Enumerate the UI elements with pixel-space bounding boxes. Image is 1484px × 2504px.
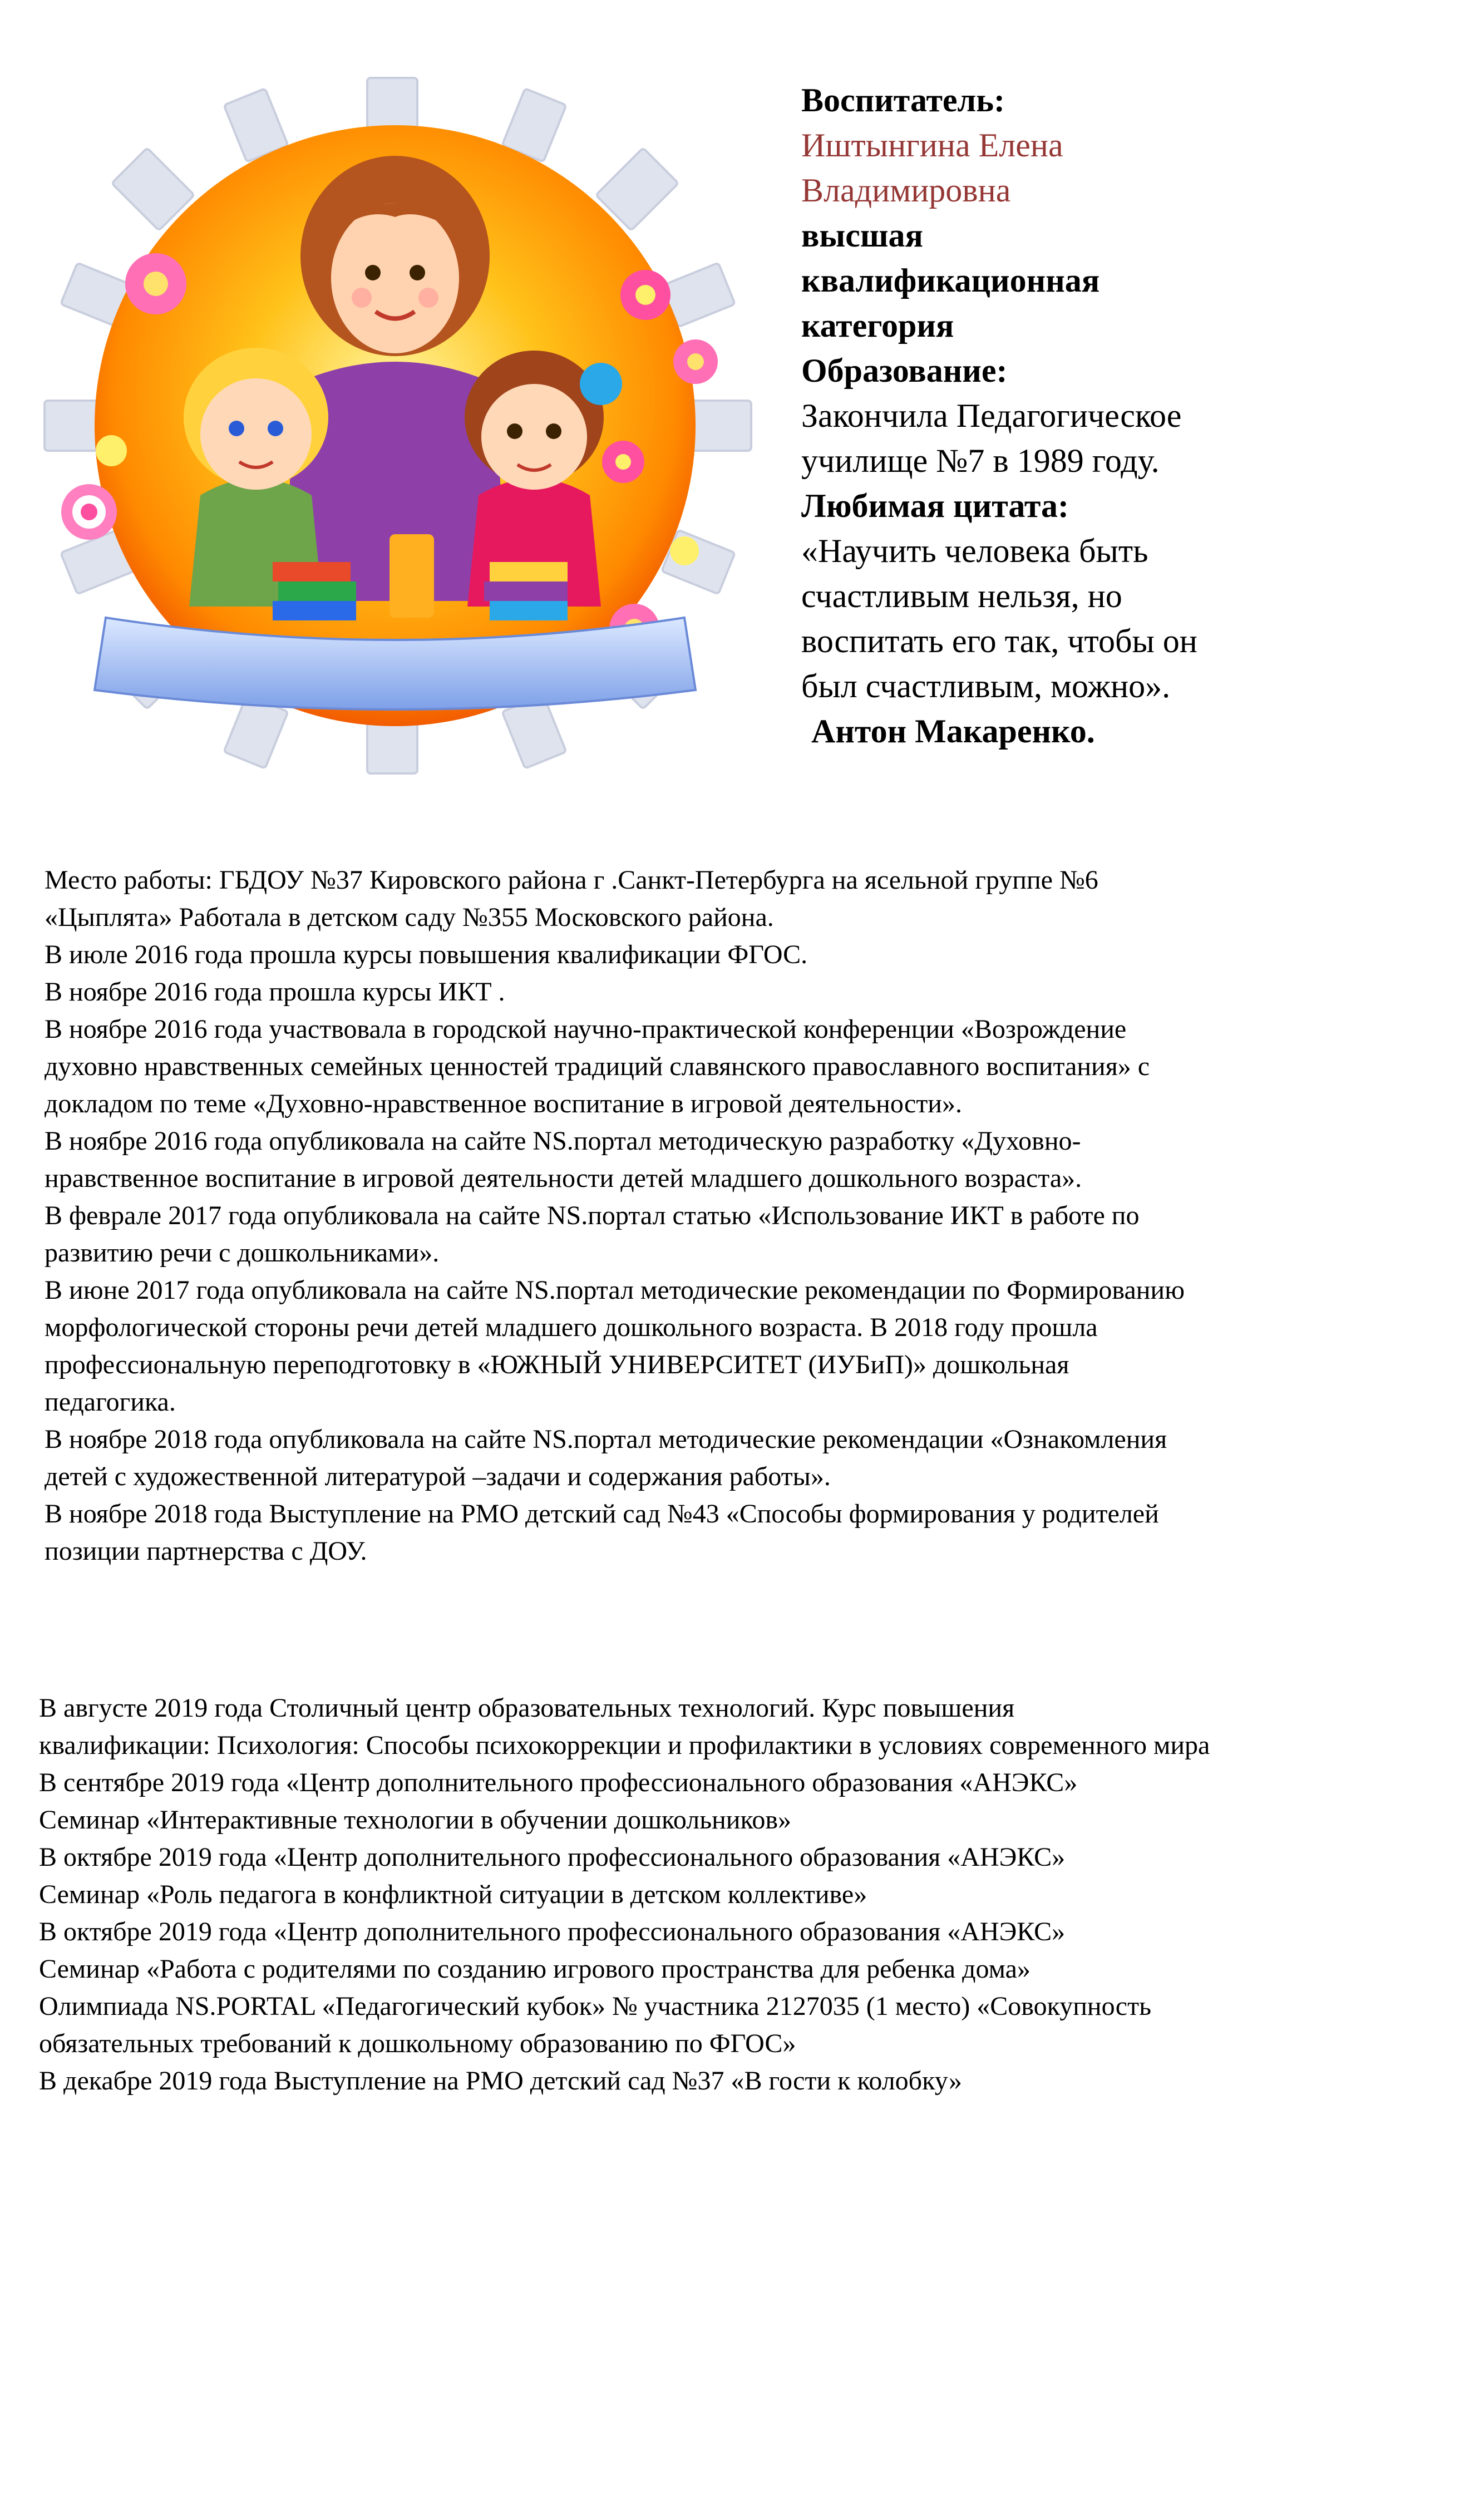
bio-line: В ноябре 2016 года участвовала в городской научно-практической конференции «Возрождение xyxy=(45,1014,1127,1044)
education-line2: училище №7 в 1989 году. xyxy=(801,442,1160,479)
quote-author: Антон Макаренко. xyxy=(811,713,1095,750)
bio-line: В ноябре 2016 года опубликовала на сайте NS.портал методическую разработку «Духовно- xyxy=(45,1126,1081,1156)
bio2-line: В октябре 2019 года «Центр дополнительного профессионального образования «АНЭКС» xyxy=(39,1917,1066,1946)
bio2-line: В октябре 2019 года «Центр дополнительного профессионального образования «АНЭКС» xyxy=(39,1842,1066,1872)
bio-line: докладом по теме «Духовно-нравственное воспитание в игровой деятельности». xyxy=(45,1089,962,1118)
bio2-line: В сентябре 2019 года «Центр дополнительного профессионального образования «АНЭКС» xyxy=(39,1768,1078,1797)
bio2-line: Семинар «Работа с родителями по созданию игрового пространства для ребенка дома» xyxy=(39,1954,1031,1984)
bio-line: морфологической стороны речи детей младшего дошкольного возраста. В 2018 году прошла xyxy=(45,1313,1098,1342)
bio2-line: Семинар «Интерактивные технологии в обучении дошкольников» xyxy=(39,1805,792,1835)
bio-line: В июне 2017 года опубликовала на сайте NS.портал методические рекомендации по Формированию xyxy=(45,1275,1185,1305)
quote-line4: был счастливым, можно». xyxy=(801,668,1171,704)
category-line1: высшая xyxy=(801,217,923,254)
quote-line2: счастливым нельзя, но xyxy=(801,578,1122,614)
teacher-profile xyxy=(801,78,1458,754)
bio2-line: В декабре 2019 года Выступление на РМО детский сад №37 «В гости к колобку» xyxy=(39,2066,962,2096)
bio-line: В ноябре 2016 года прошла курсы ИКТ . xyxy=(45,977,505,1007)
bio2-line: Семинар «Роль педагога в конфликтной ситуации в детском коллективе» xyxy=(39,1880,867,1909)
bio2-line: обязательных требований к дошкольному образованию по ФГОС» xyxy=(39,2029,796,2058)
bio2-line: квалификации: Психология: Способы психокоррекции и профилактики в условиях современного мира xyxy=(39,1731,1210,1760)
bio2-line: Олимпиада NS.PORTAL «Педагогический кубок» № участника 2127035 (1 место) «Совокупность xyxy=(39,1992,1151,2021)
bio-line: позиции партнерства с ДОУ. xyxy=(45,1536,367,1566)
career-section-2 xyxy=(39,1689,1475,2099)
bio-line: «Цыплята» Работала в детском саду №355 Московского района. xyxy=(45,903,774,932)
career-section-1 xyxy=(45,861,1469,1570)
teacher-name-line2: Владимировна xyxy=(801,172,1011,209)
quote-line1: «Научить человека быть xyxy=(801,533,1148,569)
bio-line: В феврале 2017 года опубликовала на сайте NS.портал статью «Использование ИКТ в работе по xyxy=(45,1201,1140,1230)
quote-heading: Любимая цитата: xyxy=(801,487,1069,524)
bio-line: В июле 2016 года прошла курсы повышения квалификации ФГОС. xyxy=(45,940,808,969)
teacher-children-illustration xyxy=(33,72,768,796)
bio-line: духовно нравственных семейных ценностей традиций славянского православного воспитания» с xyxy=(45,1052,1150,1081)
bio-line: профессиональную переподготовку в «ЮЖНЫЙ УНИВЕРСИТЕТ (ИУБиП)» дошкольная xyxy=(45,1350,1069,1379)
quote-line3: воспитать его так, чтобы он xyxy=(801,623,1197,659)
bio-line: развитию речи с дошкольниками». xyxy=(45,1238,440,1268)
bio-line: Место работы: ГБДОУ №37 Кировского района г .Санкт-Петербурга на ясельной группе №6 xyxy=(45,865,1098,895)
bio-line: педагогика. xyxy=(45,1387,176,1417)
bio2-line: В августе 2019 года Столичный центр образовательных технологий. Курс повышения xyxy=(39,1693,1015,1723)
education-heading: Образование: xyxy=(801,352,1008,389)
bio-line: В ноябре 2018 года Выступление на РМО детский сад №43 «Способы формирования у родителей xyxy=(45,1499,1159,1529)
teacher-heading: Воспитатель: xyxy=(801,82,1005,119)
bio-line: нравственное воспитание в игровой деятельности детей младшего дошкольного возраста». xyxy=(45,1164,1082,1193)
education-line1: Закончила Педагогическое xyxy=(801,397,1182,434)
category-line2: квалификационная xyxy=(801,262,1100,299)
category-line3: категория xyxy=(801,307,954,344)
teacher-name-line1: Иштынгина Елена xyxy=(801,127,1063,164)
bio-line: детей с художественной литературой –задачи и содержания работы». xyxy=(45,1462,831,1491)
bio-line: В ноябре 2018 года опубликовала на сайте NS.портал методические рекомендации «Ознакомления xyxy=(45,1424,1167,1454)
